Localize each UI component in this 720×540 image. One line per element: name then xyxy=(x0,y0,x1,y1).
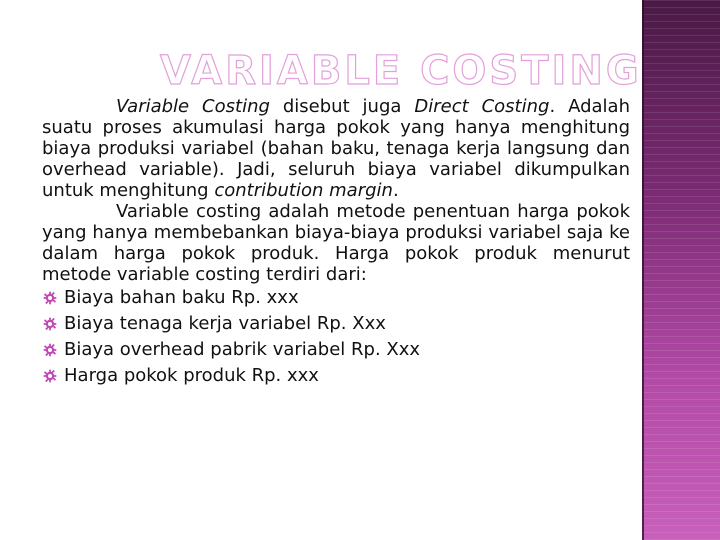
paragraph-method: Variable costing adalah metode penentuan harga pokok yang hanya membebankan biaya-biaya produksi variabel saja ke dalam harga pokok produk. Harga pokok produk menurut metode variable costing terdiri dari: xyxy=(42,201,630,285)
list-item xyxy=(42,311,630,337)
list-item xyxy=(42,363,630,389)
term-variable-costing: Variable Costing xyxy=(116,96,270,117)
list-item-text: Biaya tenaga kerja variabel Rp. Xxx xyxy=(64,313,386,334)
slide-title: VARIABLE COSTING xyxy=(160,48,642,94)
decorative-side-panel xyxy=(642,0,720,540)
paragraph-definition xyxy=(42,96,630,201)
list-item-text: Biaya bahan baku Rp. xxx xyxy=(64,287,299,308)
list-item-text: Biaya overhead pabrik variabel Rp. Xxx xyxy=(64,339,421,360)
cost-components-list xyxy=(42,285,630,389)
gear-bullet-icon xyxy=(42,290,58,306)
term-contribution-margin: contribution margin xyxy=(214,180,393,201)
gear-bullet-icon xyxy=(42,342,58,358)
gear-bullet-icon xyxy=(42,368,58,384)
side-panel-edge xyxy=(642,0,644,540)
term-direct-costing: Direct Costing xyxy=(414,96,550,117)
list-item-text: Harga pokok produk Rp. xxx xyxy=(64,365,319,386)
paragraph-text: disebut juga xyxy=(269,96,415,117)
slide-content xyxy=(42,96,630,389)
gear-bullet-icon xyxy=(42,316,58,332)
paragraph-end: . xyxy=(392,180,399,201)
paragraph-text: . Adalah suatu proses akumulasi harga pokok yang hanya menghitung biaya produksi variabel (bahan baku, tenaga kerja langsung dan overhead variable). Jadi, seluruh biaya variabel dikumpulkan untuk menghitung xyxy=(42,96,630,201)
list-item xyxy=(42,337,630,363)
side-panel-stripes xyxy=(642,0,720,540)
list-item xyxy=(42,285,630,311)
